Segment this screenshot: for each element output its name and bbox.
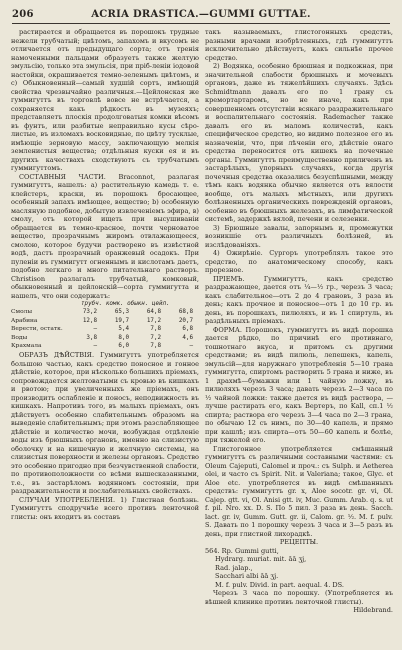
recipes-title: РЕЦЕПТЫ. xyxy=(279,538,319,546)
right-column xyxy=(205,28,393,644)
cell: 8,0 xyxy=(118,334,129,341)
cell: 4,6 xyxy=(182,334,193,341)
table-row xyxy=(11,325,199,333)
paragraph: ФОРМА. Порошокъ, гуммигуттъ въ видѣ порошка дается рѣдко, по причинѣ его противнаго, тошнотнаго вкуса, и притомъ съ другими средствами; въ видѣ пилюль, лепешекъ, капель, эмульсій—для наружнаго употребленія 5—10 грана гуммигутта, спиртомъ растворить 5 грана и ниже, въ 1 драхмѣ—бумажки или 1 чайную ложку, въ пилюляхъ черезъ 3 часа; давать черезъ 2—3 часа по ½ чайной ложки: также дается въ видѣ растворa, — лучше растирать его, какъ Вертеръ, по Kall, сп.1 ½ спирта; раствора его черезъ 3—4 часа по 2—3 грана, по обычаю 12 съ нимъ, по 30—40 капель, и прямо при кашлѣ; изъ спирта—отъ 50—60 капель и болѣе, при тяжелой его. xyxy=(205,325,393,444)
row-label: Крахмала xyxy=(11,343,42,350)
paragraph: такъ называемыхъ, глистогонныхъ средствъ, разными врачами изобрѣтенныхъ, гдѣ гуммигуттъ исключительно дѣйствуетъ, какъ сильнѣе прочее средство. xyxy=(205,28,393,62)
table-row xyxy=(11,317,199,325)
paragraph: 4) Ожирѣніе. Сургоръ употреблялъ такое это средство, по анатомическому способу, какъ прорезное. xyxy=(205,249,393,274)
cell: — xyxy=(93,326,97,333)
composition-table xyxy=(11,300,199,350)
cell: 7,8 xyxy=(150,326,161,333)
cell: 68,8 xyxy=(178,309,193,316)
table-row xyxy=(11,334,199,342)
paragraph: СЛУЧАИ УПОТРЕБЛЕНІЯ. 1) Глистная болѣзнь. Гуммигуттъ сподручнѣе всего противъ ленточной глисты: онъ входитъ въ составъ xyxy=(11,495,199,521)
cell: 20,7 xyxy=(178,317,193,324)
cell: 3,8 xyxy=(86,334,97,341)
paragraph: 3) Брюшные завалы, запорнымъ и, промежутки возникшіе отъ различныхъ болѣзней, въ изслѣдованіяхъ. xyxy=(205,223,393,249)
cell: 73,2 xyxy=(82,309,97,316)
recipe-author: Hildebrand. xyxy=(353,606,393,614)
running-header xyxy=(12,9,390,23)
table-row xyxy=(11,342,199,350)
recipe-line: Rad. jalap., xyxy=(215,563,253,572)
cell: 7,8 xyxy=(150,343,161,350)
row-label: Верести, остатк. xyxy=(11,326,63,333)
cell: 64,8 xyxy=(146,309,161,316)
paragraph: Глистогонное употребляется смѣшанный гуммигуттъ съ различными составными частями: съ Oleum Cajeputi, Calomel и проч.: съ Sulph. и Aetherea olei, и часто съ Spirit. Nit. и Valeriana; такое, Glyc. et Aloe etc. употребляется въ видѣ смѣшанныхъ средствъ: гуммигуттъ gr. x, Aloe socotr. gr. vi, Ol. Cajep. gtt. vi, Ol. Anisi gtt. iv, Muc. Gumm. Arab. q. s. ut f. pil. Nro. xx. D. S. По 5 пил. 3 раза въ день. Sacch. lact. gr. iv, Gumm. Gutt. gr. ii, Calom. gr. ½. M. f. pulv. S. Давать по 1 порошку черезъ 3 часа и 3—5 разъ въ день, при глистной лихорадкѣ. xyxy=(205,444,393,538)
header-rule xyxy=(12,23,390,24)
running-head-title: ACRIA DRASTICA.—GUMMI GUTTAE. xyxy=(91,9,311,20)
page-number: 206 xyxy=(12,9,34,20)
recipe-line: Sacchari albi āā ʒj. xyxy=(215,572,279,580)
cell: 6,0 xyxy=(118,343,129,350)
recipe-line: M. f. pulv. Divid. in part. aequal. 4. DS. xyxy=(215,580,344,589)
paragraph: ПРІЕМЪ. Гуммигуттъ, какъ средство раздражающее, дается отъ ¼—½ гр., черезъ 3 часа; какъ слабительное—отъ 2 до 4 грановъ, 3 раза въ день; какъ прочное и поносное—отъ 1 до 10 гр. въ день, въ порошкахъ, пилюляхъ, и въ 1 спиртуль, въ раздѣльныхъ пріемахъ. xyxy=(205,274,393,325)
cell: 7,2 xyxy=(150,334,161,341)
cell: 6,8 xyxy=(182,326,193,333)
recipes-section xyxy=(205,538,393,615)
cell: 12,8 xyxy=(82,317,97,324)
cell: 5,4 xyxy=(118,326,129,333)
cell: 65,3 xyxy=(114,309,129,316)
cell: 17,2 xyxy=(146,317,161,324)
recipe-line: Черезъ 3 часа по порошку. (Употребляется въ вѣшней клинике противъ ленточной глисты). xyxy=(205,589,393,606)
recipe-line: 564. Rp. Gummi gutti, xyxy=(205,546,279,555)
table-header: трубч. комк. обыкн. цейл. xyxy=(81,301,170,307)
row-label: Aрабина xyxy=(11,317,38,324)
paragraph: растирается и обращается въ порошокъ трудные нежели трубчатый; цвѣтомъ, запахомъ и вкусомъ не отличается отъ предыдущаго сорта; отъ тренія намоченными пальцами образуетъ также желтую эмульсію, только эта эмульсія, при пріб-ленiи іодовой настойки, окрашивается темно-зеленымъ цвѣтомъ, и с) Обыкновенный—самый худшій сортъ, имѣющій свойства чрезвычайно различныя.—Цейлонская же гуммигуттъ въ торговлѣ вовсе не встрѣчается, а сохраняется какъ рѣдкость въ музеяхъ; представляетъ плоскія продолговатыя комки вѣсомъ въ фунтъ, или разбитые неправильно кусы сѣро-листые, въ изломахъ восковидные, по цвѣту тусклые, имѣющіе зерновую массу, заключающую мелкія земленистыя вещества; отдѣльныя куски ея и въ другихъ качествахъ сходствуютъ съ трубчатымъ гуммигуттомъ. xyxy=(11,28,199,172)
cell: 19,7 xyxy=(114,317,129,324)
row-label: Смолы xyxy=(11,309,33,316)
cell: — xyxy=(93,343,97,350)
paragraph: СОСТАВНЫЯ ЧАСТИ. Braconnot, разлагая гуммигуттъ, нашелъ: а) растительную камедь т. е. клейстеръ, краски, въ порошокъ бросающее, особенный запахъ имѣющее, вещество; b) особенную масляную подобное, добытую извлеченіемъ эфира, в) смолу, отъ которой ищеть при высушиваніи обращается въ темно-красное, почти черноватое вещество, прозрачнымъ жиромъ отвлажающееся, смолою, которое будучи растворено въ извѣстной водѣ, дастъ прозрачный оранжевый осадокъ. При пуленіи въ гуммигутт огненнымъ и кислотамъ даетъ, подобно легкаго и много питательнаго растворъ. Christison разлагалъ трубчатый, комковый, обыкновенный и цейлонскій—сорта гуммигутта и нашелъ, что они содержатъ: xyxy=(11,172,199,300)
paragraph: ОБРАЗЪ ДѢЙСТВІЯ. Гуммигуттъ употребляется большою частью, какъ средство поносное и гонное дѣйствіе, которое, при нѣсколько большихъ пріемахъ, сопровождается желтоватыми съ кровью въ кишкахъ и рвотою; при увеличенныхъ же пріемахъ, онъ производитъ ослабленіе и поносъ, неподвижность въ кишкахъ. Напротивъ того, въ малыхъ пріемахъ, онъ дѣйствуетъ особенно слабительнымъ образомъ на выведеніе слабительнымъ; при этомъ разслабляющее дѣйствіе и количество мочи, возбуждая отдѣленіе воды изъ брюшныхъ органовъ, именно на слизистую оболочку и на кишечную и желчную системы, на слизистыя поверхности и железы органовъ. Средство это особенно пригодно при безчувственной слабости, по противоположности со всѣми вышесказанными, т.е., въ застарѣломъ водянномъ состояніи, при раздражительности и послабительныхъ свойствахъ. xyxy=(11,351,199,496)
left-column xyxy=(11,28,199,644)
paragraph: 2) Водянка, особенно брюшная и подкожная, при значительной слабости брюшныхъ и мочевыхъ органовъ, даже въ тяжелѣйшихъ случаяхъ. Здѣсь Schmidtmann давалъ его по 1 грану съ кремортартаромъ, но не иначе, какъ при совершенномъ отсутствіи всякаго раздражительнаго и воспалительнаго состоянія. Rademacher также давалъ его въ маломъ количествѣ, какъ специфическое средство, но видимо полезное его въ назначеніи, что, при лѣченіи его, дѣйствіе онаго средства переносится отъ кишекъ на почечные органы. Гуммигуттъ преимущественно приличенъ въ застарѣлыхъ, упорныхъ случаяхъ, когда другія почечныя средства оказались безуспѣшными, между тѣмъ какъ водянка обычно является отъ вялости вообще, отъ малыхъ мѣстныхъ, или другихъ болѣзненныхъ органическихъ поврежденій органовъ, особенно въ брюшныхъ железахъ, въ лимфатической системѣ, задержкѣ вялой, печени и селезенки. xyxy=(205,62,393,223)
cell: — xyxy=(189,343,193,350)
table-row xyxy=(11,308,199,316)
row-label: Воды xyxy=(11,334,28,341)
recipe-line: Hydrarg. muriat. mit. āā ʒj, xyxy=(215,555,307,563)
